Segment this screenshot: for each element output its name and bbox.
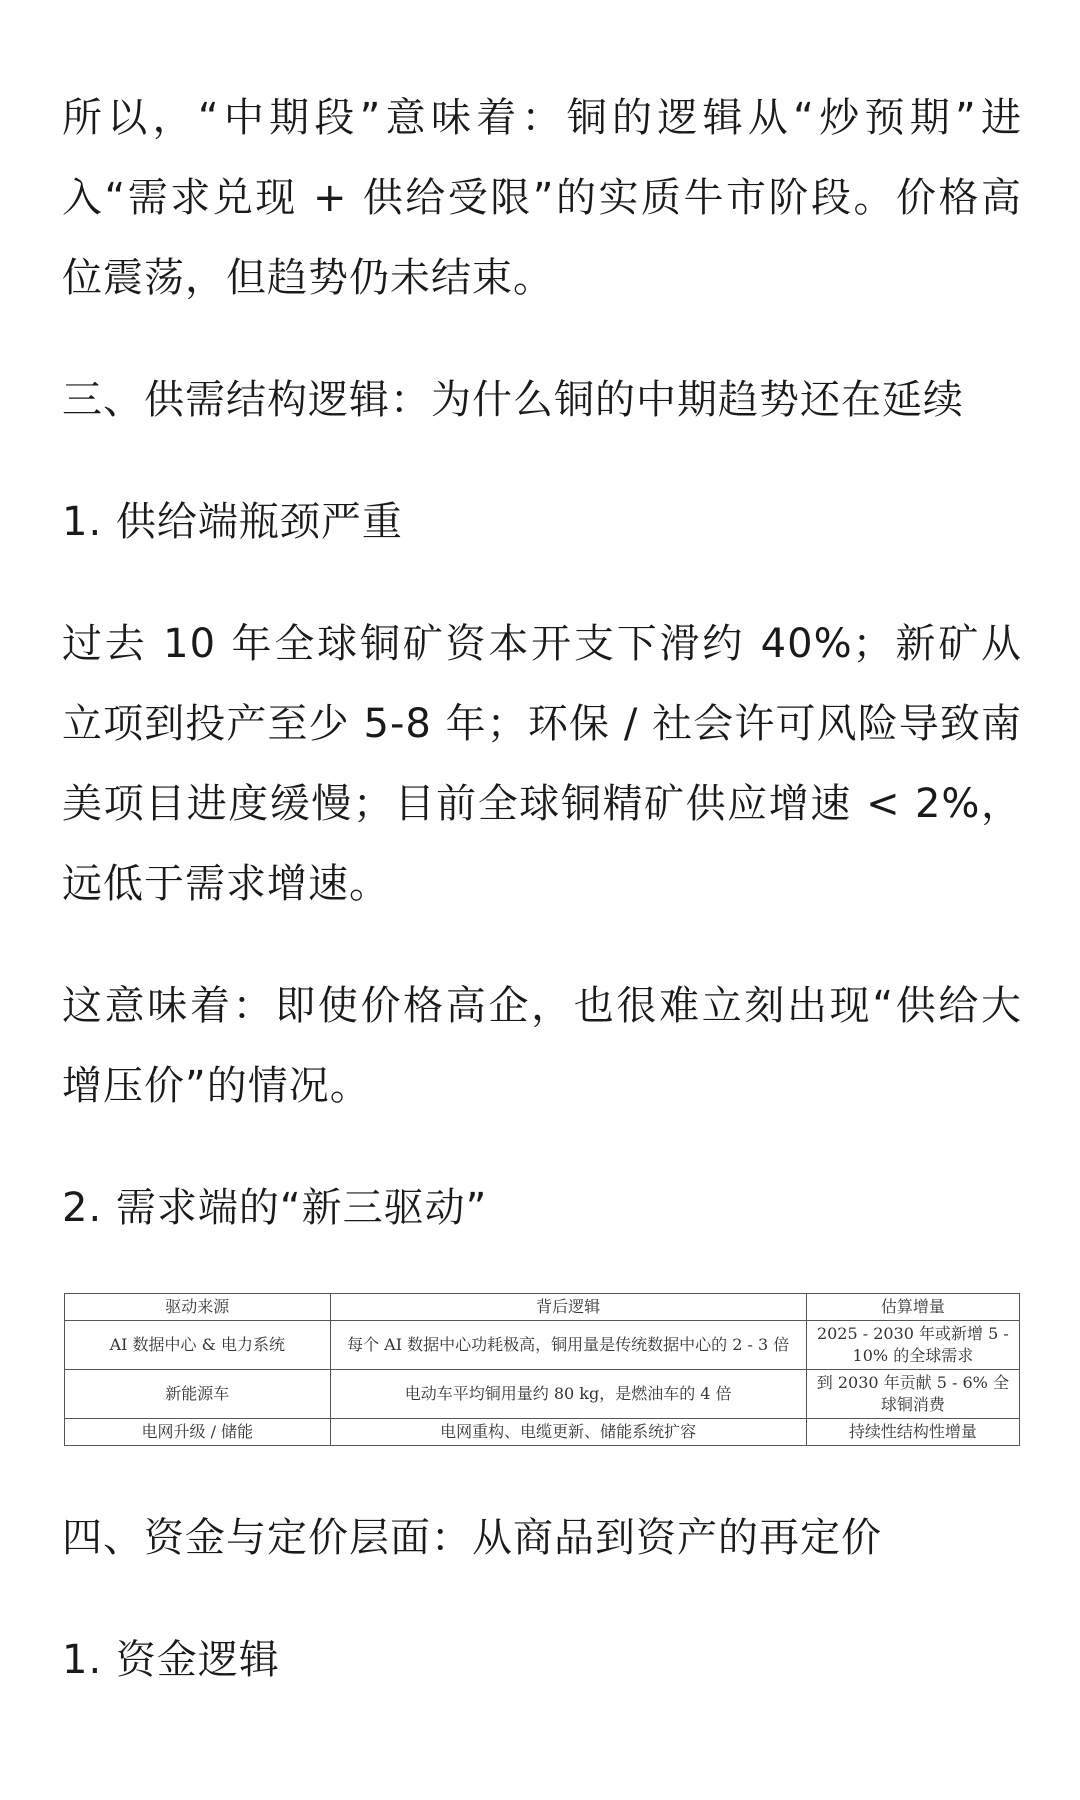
table-cell: 2025 - 2030 年或新增 5 - 10% 的全球需求	[806, 1321, 1019, 1370]
section-heading-4: 四、资金与定价层面：从商品到资产的再定价	[62, 1515, 882, 1561]
subheading-demand: 2. 需求端的“新三驱动”	[62, 1185, 488, 1231]
table-cell: 新能源车	[65, 1370, 331, 1419]
table-header-row	[65, 1294, 1020, 1321]
paragraph-supply: 过去 10 年全球铜矿资本开支下滑约 40%；新矿从立项到投产至少 5-8 年；环保 / 社会许可风险导致南美项目进度缓慢；目前全球铜精矿供应增速 < 2%，远低于需求增速。	[62, 621, 1022, 907]
paragraph-implication: 这意味着：即使价格高企，也很难立刻出现“供给大增压价”的情况。	[62, 983, 1022, 1109]
demand-drivers-table-wrap	[64, 1293, 1020, 1446]
article-body-lower	[62, 1498, 1022, 1700]
table-row	[65, 1370, 1020, 1419]
table-cell: 每个 AI 数据中心功耗极高，铜用量是传统数据中心的 2 - 3 倍	[330, 1321, 806, 1370]
paragraph-mid-stage: 所以，“中期段”意味着：铜的逻辑从“炒预期”进入“需求兑现 + 供给受限”的实质牛市阶段。价格高位震荡，但趋势仍未结束。	[62, 95, 1022, 301]
table-cell: 到 2030 年贡献 5 - 6% 全球铜消费	[806, 1370, 1019, 1419]
table-cell: 持续性结构性增量	[806, 1419, 1019, 1446]
demand-drivers-table	[64, 1293, 1020, 1446]
table-cell: 电动车平均铜用量约 80 kg，是燃油车的 4 倍	[330, 1370, 806, 1419]
subheading-capital: 1. 资金逻辑	[62, 1637, 280, 1683]
table-header-cell: 背后逻辑	[330, 1294, 806, 1321]
table-header-cell: 估算增量	[806, 1294, 1019, 1321]
table-cell: AI 数据中心 & 电力系统	[65, 1321, 331, 1370]
table-row	[65, 1419, 1020, 1446]
table-cell: 电网重构、电缆更新、储能系统扩容	[330, 1419, 806, 1446]
section-heading-3: 三、供需结构逻辑：为什么铜的中期趋势还在延续	[62, 377, 964, 423]
table-row	[65, 1321, 1020, 1370]
table-header-cell: 驱动来源	[65, 1294, 331, 1321]
article-body	[62, 78, 1022, 1248]
table-cell: 电网升级 / 储能	[65, 1419, 331, 1446]
subheading-supply: 1. 供给端瓶颈严重	[62, 499, 403, 545]
